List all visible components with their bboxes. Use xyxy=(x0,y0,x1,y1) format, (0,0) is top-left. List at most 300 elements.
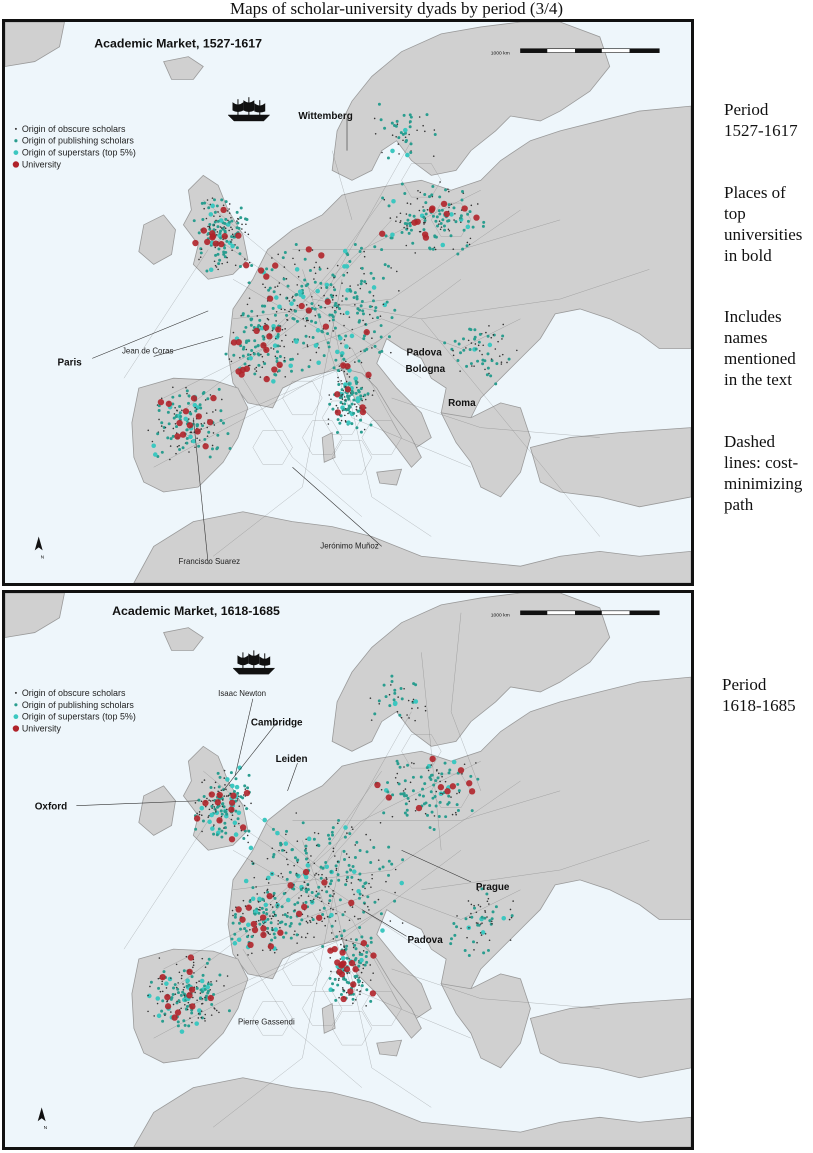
obscure-scholar-dot xyxy=(362,895,364,897)
obscure-scholar-dot xyxy=(205,966,207,968)
obscure-scholar-dot xyxy=(244,231,246,233)
publishing-scholar-dot xyxy=(223,222,226,225)
university-dot xyxy=(277,362,283,368)
publishing-scholar-dot xyxy=(472,940,475,943)
obscure-scholar-dot xyxy=(324,307,326,309)
obscure-scholar-dot xyxy=(200,423,202,425)
publishing-scholar-dot xyxy=(296,901,299,904)
publishing-scholar-dot xyxy=(365,951,368,954)
publishing-scholar-dot xyxy=(409,120,412,123)
publishing-scholar-dot xyxy=(409,151,412,154)
publishing-scholar-dot xyxy=(247,315,250,318)
publishing-scholar-dot xyxy=(424,201,427,204)
obscure-scholar-dot xyxy=(267,889,269,891)
publishing-scholar-dot xyxy=(242,313,245,316)
obscure-scholar-dot xyxy=(423,223,425,225)
publishing-scholar-dot xyxy=(335,935,338,938)
superstar-dot xyxy=(488,343,493,348)
publishing-scholar-dot xyxy=(387,874,390,877)
obscure-scholar-dot xyxy=(346,973,348,975)
publishing-scholar-dot xyxy=(337,873,340,876)
publishing-scholar-dot xyxy=(337,369,340,372)
publishing-scholar-dot xyxy=(170,998,173,1001)
publishing-scholar-dot xyxy=(283,278,286,281)
svg-text:N: N xyxy=(40,555,45,561)
publishing-scholar-dot xyxy=(282,256,285,259)
publishing-scholar-dot xyxy=(212,833,215,836)
obscure-scholar-dot xyxy=(427,209,429,211)
publishing-scholar-dot xyxy=(454,220,457,223)
publishing-scholar-dot xyxy=(245,929,248,932)
publishing-scholar-dot xyxy=(270,921,273,924)
university-dot xyxy=(260,914,266,920)
obscure-scholar-dot xyxy=(256,370,258,372)
obscure-scholar-dot xyxy=(447,188,449,190)
obscure-scholar-dot xyxy=(247,954,249,956)
publishing-scholar-dot xyxy=(446,803,449,806)
obscure-scholar-dot xyxy=(499,355,501,357)
superstar-dot xyxy=(380,928,385,933)
obscure-scholar-dot xyxy=(357,284,359,286)
publishing-scholar-dot xyxy=(328,842,331,845)
obscure-scholar-dot xyxy=(201,958,203,960)
obscure-scholar-dot xyxy=(297,305,299,307)
obscure-scholar-dot xyxy=(323,295,325,297)
obscure-scholar-dot xyxy=(356,415,358,417)
obscure-scholar-dot xyxy=(266,931,268,933)
obscure-scholar-dot xyxy=(232,814,234,816)
obscure-scholar-dot xyxy=(316,923,318,925)
obscure-scholar-dot xyxy=(231,249,233,251)
superstar-dot xyxy=(273,927,278,932)
publishing-scholar-dot xyxy=(284,251,287,254)
obscure-scholar-dot xyxy=(187,1009,189,1011)
superstar-dot xyxy=(350,334,355,339)
obscure-scholar-dot xyxy=(420,231,422,233)
publishing-scholar-dot xyxy=(217,262,220,265)
university-dot xyxy=(187,422,193,428)
publishing-scholar-dot xyxy=(290,370,293,373)
publishing-scholar-dot xyxy=(432,215,435,218)
obscure-scholar-dot xyxy=(405,245,407,247)
superstar-dot xyxy=(341,956,346,961)
university-dot xyxy=(458,767,464,773)
obscure-scholar-dot xyxy=(403,227,405,229)
publishing-scholar-dot xyxy=(243,784,246,787)
publishing-scholar-dot xyxy=(363,394,366,397)
publishing-scholar-dot xyxy=(373,712,376,715)
obscure-scholar-dot xyxy=(210,394,212,396)
note-bold-universities xyxy=(724,182,802,266)
publishing-scholar-dot xyxy=(220,198,223,201)
publishing-scholar-dot xyxy=(251,935,254,938)
obscure-scholar-dot xyxy=(194,992,196,994)
obscure-scholar-dot xyxy=(316,891,318,893)
publishing-scholar-dot xyxy=(391,316,394,319)
obscure-scholar-dot xyxy=(287,912,289,914)
obscure-scholar-dot xyxy=(328,423,330,425)
superstar-dot xyxy=(449,212,454,217)
publishing-scholar-dot xyxy=(293,903,296,906)
university-dot xyxy=(187,969,193,975)
university-dot xyxy=(189,1003,195,1009)
obscure-scholar-dot xyxy=(316,352,318,354)
obscure-scholar-dot xyxy=(201,814,203,816)
publishing-scholar-dot xyxy=(421,788,424,791)
obscure-scholar-dot xyxy=(356,989,358,991)
superstar-dot xyxy=(199,806,204,811)
publishing-scholar-dot xyxy=(257,324,260,327)
publishing-scholar-dot xyxy=(403,192,406,195)
publishing-scholar-dot xyxy=(243,330,246,333)
publishing-scholar-dot xyxy=(487,367,490,370)
obscure-scholar-dot xyxy=(439,781,441,783)
publishing-scholar-dot xyxy=(274,936,277,939)
publishing-scholar-dot xyxy=(309,269,312,272)
obscure-scholar-dot xyxy=(318,347,320,349)
obscure-scholar-dot xyxy=(206,798,208,800)
publishing-scholar-dot xyxy=(272,307,275,310)
university-dot xyxy=(360,409,366,415)
obscure-scholar-dot xyxy=(365,283,367,285)
obscure-scholar-dot xyxy=(509,919,511,921)
superstar-dot xyxy=(359,958,364,963)
publishing-scholar-dot xyxy=(387,265,390,268)
obscure-scholar-dot xyxy=(183,989,185,991)
obscure-scholar-dot xyxy=(307,922,309,924)
obscure-scholar-dot xyxy=(196,999,198,1001)
publishing-scholar-dot xyxy=(459,351,462,354)
obscure-scholar-dot xyxy=(279,294,281,296)
superstar-dot xyxy=(194,1021,199,1026)
obscure-scholar-dot xyxy=(383,304,385,306)
publishing-scholar-dot xyxy=(187,402,190,405)
obscure-scholar-dot xyxy=(406,714,408,716)
obscure-scholar-dot xyxy=(226,809,228,811)
obscure-scholar-dot xyxy=(255,886,257,888)
publishing-scholar-dot xyxy=(338,307,341,310)
publishing-scholar-dot xyxy=(453,934,456,937)
university-dot xyxy=(416,805,422,811)
obscure-scholar-dot xyxy=(186,393,188,395)
obscure-scholar-dot xyxy=(191,432,193,434)
name-label-francisco-suarez: Francisco Suarez xyxy=(178,557,241,567)
obscure-scholar-dot xyxy=(273,348,275,350)
obscure-scholar-dot xyxy=(352,1002,354,1004)
map-panel-1527-1617 xyxy=(2,19,694,586)
obscure-scholar-dot xyxy=(229,212,231,214)
obscure-scholar-dot xyxy=(318,874,320,876)
obscure-scholar-dot xyxy=(340,380,342,382)
publishing-scholar-dot xyxy=(327,834,330,837)
obscure-scholar-dot xyxy=(480,906,482,908)
publishing-scholar-dot xyxy=(263,362,266,365)
obscure-scholar-dot xyxy=(277,285,279,287)
obscure-scholar-dot xyxy=(305,325,307,327)
university-dot xyxy=(236,339,242,345)
obscure-scholar-dot xyxy=(330,398,332,400)
obscure-scholar-dot xyxy=(166,987,168,989)
superstar-dot xyxy=(248,356,253,361)
superstar-dot xyxy=(390,232,395,237)
obscure-scholar-dot xyxy=(340,313,342,315)
publishing-scholar-dot xyxy=(337,819,340,822)
obscure-scholar-dot xyxy=(247,835,249,837)
publishing-scholar-dot xyxy=(322,867,325,870)
obscure-scholar-dot xyxy=(271,847,273,849)
obscure-scholar-dot xyxy=(177,446,179,448)
obscure-scholar-dot xyxy=(365,834,367,836)
obscure-scholar-dot xyxy=(402,139,404,141)
publishing-scholar-dot xyxy=(312,918,315,921)
obscure-scholar-dot xyxy=(241,224,243,226)
publishing-scholar-dot xyxy=(173,417,176,420)
obscure-scholar-dot xyxy=(201,800,203,802)
publishing-scholar-dot xyxy=(485,892,488,895)
university-dot xyxy=(444,788,450,794)
publishing-scholar-dot xyxy=(336,984,339,987)
obscure-scholar-dot xyxy=(407,228,409,230)
publishing-scholar-dot xyxy=(343,402,346,405)
university-dot xyxy=(429,205,435,211)
publishing-scholar-dot xyxy=(372,846,375,849)
obscure-scholar-dot xyxy=(389,694,391,696)
publishing-scholar-dot xyxy=(225,200,228,203)
obscure-scholar-dot xyxy=(470,913,472,915)
obscure-scholar-dot xyxy=(342,987,344,989)
obscure-scholar-dot xyxy=(316,845,318,847)
publishing-scholar-dot xyxy=(172,435,175,438)
publishing-scholar-dot xyxy=(200,251,203,254)
obscure-scholar-dot xyxy=(493,334,495,336)
obscure-scholar-dot xyxy=(341,369,343,371)
publishing-scholar-dot xyxy=(281,905,284,908)
obscure-scholar-dot xyxy=(362,982,364,984)
obscure-scholar-dot xyxy=(413,763,415,765)
obscure-scholar-dot xyxy=(264,921,266,923)
superstar-dot xyxy=(288,363,293,368)
obscure-scholar-dot xyxy=(278,850,280,852)
obscure-scholar-dot xyxy=(394,892,396,894)
publishing-scholar-dot xyxy=(386,781,389,784)
superstar-dot xyxy=(399,881,404,886)
university-dot xyxy=(186,992,192,998)
obscure-scholar-dot xyxy=(180,1008,182,1010)
publishing-scholar-dot xyxy=(368,291,371,294)
obscure-scholar-dot xyxy=(247,842,249,844)
obscure-scholar-dot xyxy=(346,853,348,855)
publishing-scholar-dot xyxy=(300,285,303,288)
obscure-scholar-dot xyxy=(194,446,196,448)
publishing-scholar-dot xyxy=(287,285,290,288)
obscure-scholar-dot xyxy=(206,427,208,429)
university-dot xyxy=(277,930,283,936)
obscure-scholar-dot xyxy=(222,799,224,801)
obscure-scholar-dot xyxy=(214,1008,216,1010)
obscure-scholar-dot xyxy=(488,325,490,327)
publishing-scholar-dot xyxy=(234,916,237,919)
publishing-scholar-dot xyxy=(250,264,253,267)
publishing-scholar-dot xyxy=(275,357,278,360)
obscure-scholar-dot xyxy=(403,688,405,690)
obscure-scholar-dot xyxy=(469,916,471,918)
publishing-scholar-dot xyxy=(443,225,446,228)
publishing-scholar-dot xyxy=(265,913,268,916)
obscure-scholar-dot xyxy=(251,953,253,955)
obscure-scholar-dot xyxy=(370,886,372,888)
obscure-scholar-dot xyxy=(359,951,361,953)
obscure-scholar-dot xyxy=(225,788,227,790)
publishing-scholar-dot xyxy=(380,912,383,915)
obscure-scholar-dot xyxy=(351,826,353,828)
obscure-scholar-dot xyxy=(333,277,335,279)
obscure-scholar-dot xyxy=(256,367,258,369)
obscure-scholar-dot xyxy=(337,381,339,383)
publishing-scholar-dot xyxy=(201,424,204,427)
obscure-scholar-dot xyxy=(314,862,316,864)
publishing-scholar-dot xyxy=(432,784,435,787)
publishing-scholar-dot xyxy=(291,848,294,851)
publishing-scholar-dot xyxy=(232,354,235,357)
obscure-scholar-dot xyxy=(228,795,230,797)
publishing-scholar-dot xyxy=(265,908,268,911)
city-label-padova: Padova xyxy=(406,347,442,359)
obscure-scholar-dot xyxy=(408,134,410,136)
publishing-scholar-dot xyxy=(444,815,447,818)
publishing-scholar-dot xyxy=(358,897,361,900)
publishing-scholar-dot xyxy=(319,268,322,271)
publishing-scholar-dot xyxy=(452,922,455,925)
publishing-scholar-dot xyxy=(240,207,243,210)
publishing-scholar-dot xyxy=(247,830,250,833)
university-dot xyxy=(296,911,302,917)
obscure-scholar-dot xyxy=(275,320,277,322)
obscure-scholar-dot xyxy=(223,226,225,228)
obscure-scholar-dot xyxy=(212,197,214,199)
obscure-scholar-dot xyxy=(211,1014,213,1016)
obscure-scholar-dot xyxy=(294,909,296,911)
obscure-scholar-dot xyxy=(192,967,194,969)
obscure-scholar-dot xyxy=(370,979,372,981)
obscure-scholar-dot xyxy=(277,920,279,922)
publishing-scholar-dot xyxy=(476,778,479,781)
university-dot xyxy=(246,905,252,911)
obscure-scholar-dot xyxy=(200,992,202,994)
publishing-scholar-dot xyxy=(175,425,178,428)
obscure-scholar-dot xyxy=(280,325,282,327)
publishing-scholar-dot xyxy=(401,858,404,861)
note-period-2 xyxy=(722,674,796,716)
university-dot xyxy=(364,329,370,335)
publishing-scholar-dot xyxy=(366,850,369,853)
legend-obscure: Origin of obscure scholars xyxy=(21,687,126,698)
obscure-scholar-dot xyxy=(372,317,374,319)
university-dot xyxy=(422,231,428,237)
obscure-scholar-dot xyxy=(397,696,399,698)
obscure-scholar-dot xyxy=(321,874,323,876)
publishing-scholar-dot xyxy=(209,455,212,458)
university-dot xyxy=(379,231,385,237)
obscure-scholar-dot xyxy=(217,790,219,792)
publishing-scholar-dot xyxy=(346,957,349,960)
publishing-scholar-dot xyxy=(347,398,350,401)
publishing-scholar-dot xyxy=(242,346,245,349)
publishing-scholar-dot xyxy=(242,355,245,358)
university-dot xyxy=(220,207,226,213)
publishing-scholar-dot xyxy=(430,774,433,777)
university-dot xyxy=(327,947,333,953)
publishing-scholar-dot xyxy=(203,438,206,441)
university-dot xyxy=(176,420,182,426)
obscure-scholar-dot xyxy=(359,994,361,996)
publishing-scholar-dot xyxy=(470,916,473,919)
publishing-scholar-dot xyxy=(321,945,324,948)
publishing-scholar-dot xyxy=(217,247,220,250)
publishing-scholar-dot xyxy=(202,391,205,394)
obscure-scholar-dot xyxy=(181,409,183,411)
superstar-dot xyxy=(343,249,348,254)
obscure-scholar-dot xyxy=(245,223,247,225)
university-dot xyxy=(160,974,166,980)
obscure-scholar-dot xyxy=(310,855,312,857)
obscure-scholar-dot xyxy=(269,934,271,936)
publishing-scholar-dot xyxy=(344,335,347,338)
publishing-scholar-dot xyxy=(391,793,394,796)
obscure-scholar-dot xyxy=(329,320,331,322)
obscure-scholar-dot xyxy=(228,208,230,210)
obscure-scholar-dot xyxy=(287,297,289,299)
superstar-dot xyxy=(205,985,210,990)
publishing-scholar-dot xyxy=(177,999,180,1002)
obscure-scholar-dot xyxy=(397,123,399,125)
obscure-scholar-dot xyxy=(315,273,317,275)
obscure-scholar-dot xyxy=(175,423,177,425)
obscure-scholar-dot xyxy=(415,799,417,801)
publishing-scholar-dot xyxy=(333,288,336,291)
obscure-scholar-dot xyxy=(456,793,458,795)
obscure-scholar-dot xyxy=(359,288,361,290)
obscure-scholar-dot xyxy=(460,928,462,930)
obscure-scholar-dot xyxy=(198,1013,200,1015)
obscure-scholar-dot xyxy=(302,318,304,320)
publishing-scholar-dot xyxy=(403,114,406,117)
publishing-scholar-dot xyxy=(468,954,471,957)
obscure-scholar-dot xyxy=(345,361,347,363)
publishing-scholar-dot xyxy=(363,349,366,352)
obscure-scholar-dot xyxy=(202,1003,204,1005)
publishing-scholar-dot xyxy=(431,185,434,188)
superstar-dot xyxy=(234,832,239,837)
publishing-scholar-dot xyxy=(334,327,337,330)
obscure-scholar-dot xyxy=(311,917,313,919)
name-label-isaac-newton: Isaac Newton xyxy=(218,688,267,698)
obscure-scholar-dot xyxy=(378,899,380,901)
publishing-scholar-dot xyxy=(189,412,192,415)
publishing-scholar-dot xyxy=(404,779,407,782)
publishing-scholar-dot xyxy=(178,394,181,397)
publishing-scholar-dot xyxy=(177,1024,180,1027)
obscure-scholar-dot xyxy=(349,316,351,318)
obscure-scholar-dot xyxy=(390,267,392,269)
publishing-scholar-dot xyxy=(443,341,446,344)
obscure-scholar-dot xyxy=(192,997,194,999)
publishing-scholar-dot xyxy=(410,229,413,232)
obscure-scholar-dot xyxy=(468,900,470,902)
obscure-scholar-dot xyxy=(335,920,337,922)
obscure-scholar-dot xyxy=(235,265,237,267)
publishing-scholar-dot xyxy=(273,290,276,293)
obscure-scholar-dot xyxy=(177,982,179,984)
